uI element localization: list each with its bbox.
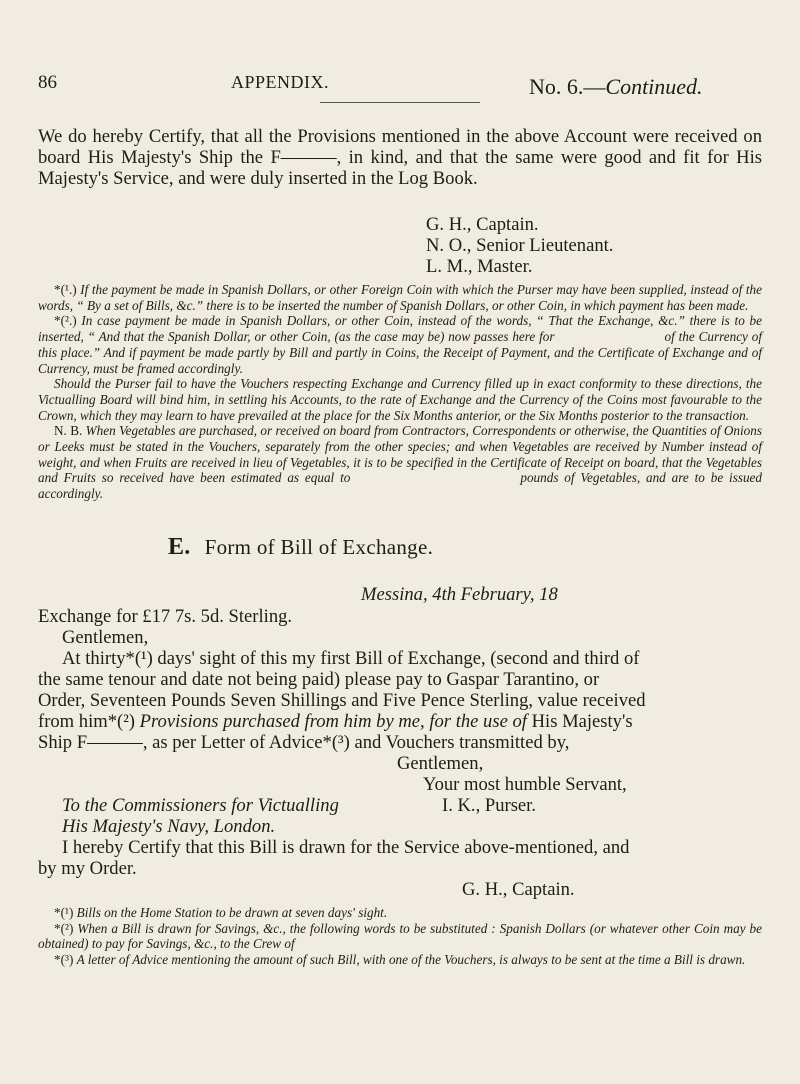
bill-body-line-1: At thirty*(¹) days' sight of this my first Bill of Exchange, (second and third of: [62, 648, 640, 669]
section-heading: [168, 534, 433, 561]
note-2-text-b: of the Currency of this place.” And if payment be made partly by Bill and partly in Coins, the Receipt of Payment, and the Certificate of Exchange and of Currency, must be framed accordingly.: [38, 329, 763, 376]
bill-certify-line-2: by my Order.: [38, 858, 137, 879]
footnote-2: [38, 921, 762, 952]
bill-addressee: To the Commissioners for Victualling: [62, 795, 339, 816]
bill-certify-line-1: I hereby Certify that this Bill is drawn for the Service above-mentioned, and: [62, 837, 630, 858]
note-2-marker: *(².): [54, 313, 82, 329]
bill-body-line-4: [38, 711, 633, 732]
bill-salutation: Gentlemen,: [62, 627, 149, 648]
footnote-2-text: When a Bill is drawn for Savings, &c., the following words to be substituted : Spanish Dollars (or whatever other Coin may be obtained) to pay for Savings, &c., to the Crew of: [38, 920, 762, 952]
note-1-marker: *(¹.): [54, 282, 81, 297]
footnote-2-marker: *(²): [54, 920, 78, 936]
bill-body-line-4-b: Provisions purchased from him by me, for the use of: [139, 711, 527, 732]
provisions-certificate: We do hereby Certify, that all the Provisions mentioned in the above Account were received on board His Majesty's Ship the F———, in kind, and that the same were good and fit for His Majesty's Service, and were duly inserted in the Log Book.: [38, 126, 762, 189]
bill-body-line-3: Order, Seventeen Pounds Seven Shillings and Five Pence Sterling, value received: [38, 690, 646, 711]
signature-captain: G. H., Captain.: [426, 214, 539, 235]
note-nb-text-b: pounds of Vegetables, and are to be issued accordingly.: [38, 470, 763, 502]
note-1: [38, 282, 762, 313]
bill-body-line-4-c: His Majesty's: [526, 711, 633, 732]
bill-signature-purser: I. K., Purser.: [442, 795, 536, 816]
continued-label: Continued.: [605, 74, 703, 99]
bill-closing-salutation: Gentlemen,: [397, 753, 484, 774]
note-nb: [38, 423, 762, 502]
footnote-1: [38, 905, 762, 921]
bill-body-line-5: Ship F———, as per Letter of Advice*(³) and Vouchers transmitted by,: [38, 732, 570, 753]
section-title: Form of Bill of Exchange.: [204, 535, 434, 559]
note-2: [38, 313, 762, 376]
note-3: Should the Purser fail to have the Vouchers respecting Exchange and Currency filled up in exact conformity to these directions, the Victualling Board will bind him, in settling his Accounts, to the rate of Exchange and the Currency of the Coins most favourable to the Crown, which they may learn to have prevailed at the place for the Six Months anterior, or the Six Months posterior to the transaction.: [38, 376, 762, 423]
footnote-3: [38, 952, 762, 968]
note-1-text: If the payment be made in Spanish Dollars, or other Foreign Coin with which the Purser may have been supplied, instead of the words, “ By a set of Bills, &c.” there is to be inserted the number of Spanish Dollars, or other Coin, in which payment has been made.: [38, 282, 762, 313]
footnote-3-marker: *(³): [54, 952, 77, 968]
note-nb-text-a: When Vegetables are purchased, or received on board from Contractors, Correspondents or otherwise, the Quantities of Onions or Leeks must be stated in the Vouchers, separately from the other species; and when Vegetables are received by Number instead of weight, and when Fruits are received in lieu of Vegetables, it is to be specified in the Certificate of Receipt on board, that the Vegetables and Fruits so received have been estimated as equal to: [38, 423, 762, 486]
footnote-1-marker: *(¹): [54, 905, 77, 920]
bill-place-date: Messina, 4th February, 18: [361, 584, 558, 605]
note-nb-marker: N. B.: [54, 423, 86, 439]
document-number-label: No. 6.—: [529, 74, 606, 99]
running-title: APPENDIX.: [231, 72, 330, 92]
footnote-1-text: Bills on the Home Station to be drawn at seven days' sight.: [76, 905, 388, 920]
bill-closing: Your most humble Servant,: [423, 774, 627, 795]
document-number: [529, 74, 703, 100]
signature-lieutenant: N. O., Senior Lieutenant.: [426, 235, 614, 256]
note-2-text-a: In case payment be made in Spanish Dollars, or other Coin, instead of the words, “ That the Exchange, &c.” there is to be inserted, “ And that the Spanish Dollar, or other Coin, (as the case may be) now passes here for: [38, 313, 762, 345]
page-number: 86: [38, 72, 57, 93]
footnotes-block: [38, 905, 762, 968]
bill-body-line-4-a: from him*(²): [38, 711, 140, 732]
bill-addressee-location: His Majesty's Navy, London.: [62, 816, 276, 837]
bill-exchange-amount: Exchange for £17 7s. 5d. Sterling.: [38, 606, 293, 627]
section-letter: E.: [168, 534, 191, 560]
bill-signature-captain: G. H., Captain.: [462, 879, 575, 900]
header-rule: [320, 102, 480, 103]
footnote-3-text: A letter of Advice mentioning the amount of such Bill, with one of the Vouchers, is always to be sent at the time a Bill is drawn.: [76, 952, 746, 968]
notes-block: [38, 282, 762, 502]
bill-body-line-2: the same tenour and date not being paid) please pay to Gaspar Tarantino, or: [38, 669, 600, 690]
signature-master: L. M., Master.: [426, 256, 533, 277]
